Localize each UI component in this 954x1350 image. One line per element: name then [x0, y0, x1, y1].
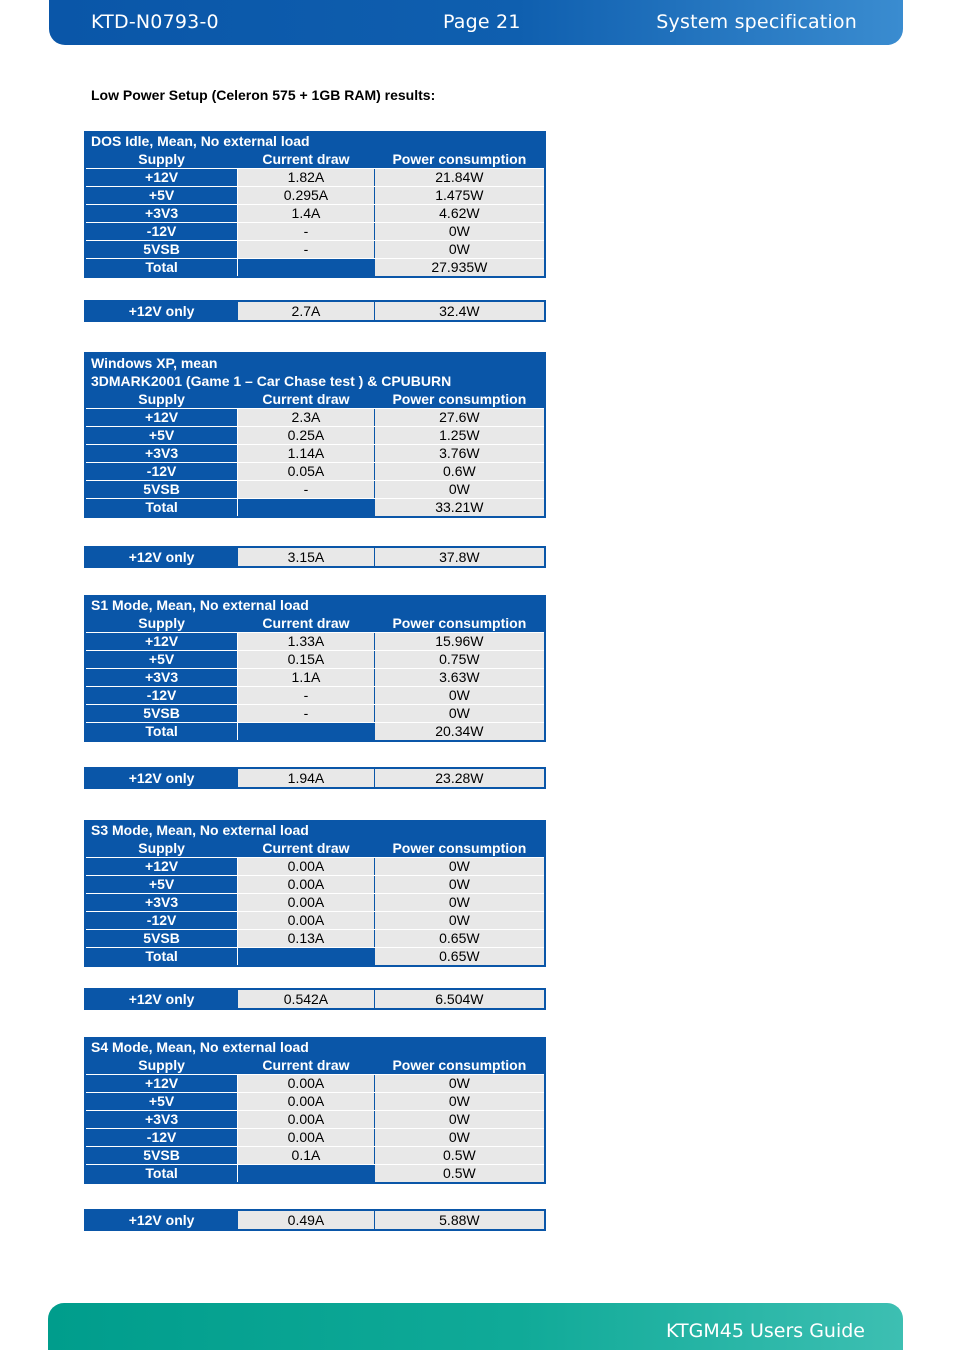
supply-label: +12V: [85, 1075, 238, 1093]
table-row: [85, 445, 545, 463]
twelve-volt-only-table: [84, 1209, 546, 1231]
current-draw-value: 0.295A: [238, 187, 375, 205]
table-row: [85, 687, 545, 705]
table-title-line: S3 Mode, Mean, No external load: [91, 822, 309, 838]
total-row: [85, 723, 545, 742]
column-header: Supply: [85, 391, 238, 409]
total-row: [85, 948, 545, 967]
table-row: [85, 651, 545, 669]
table-row: [85, 633, 545, 651]
current-draw-value: 0.00A: [238, 912, 375, 930]
current-draw-value: 1.33A: [238, 633, 375, 651]
total-label: Total: [85, 723, 238, 742]
page-number: Page 21: [443, 11, 521, 33]
column-header: Current draw: [238, 391, 375, 409]
power-consumption-value: 0.5W: [374, 1147, 545, 1165]
twelve-volt-only-table: [84, 988, 546, 1010]
only-current-value: 0.49A: [238, 1210, 375, 1230]
table-row: [85, 876, 545, 894]
power-table: [84, 595, 546, 742]
current-draw-value: 2.3A: [238, 409, 375, 427]
supply-label: 5VSB: [85, 1147, 238, 1165]
only-label: +12V only: [85, 989, 238, 1009]
power-consumption-value: 0W: [374, 223, 545, 241]
power-consumption-value: 0W: [374, 705, 545, 723]
power-consumption-value: 1.475W: [374, 187, 545, 205]
current-draw-value: 0.15A: [238, 651, 375, 669]
table-title-line: DOS Idle, Mean, No external load: [91, 133, 310, 149]
power-consumption-value: 0.65W: [374, 930, 545, 948]
column-header: Power consumption: [374, 615, 545, 633]
supply-label: +3V3: [85, 894, 238, 912]
supply-label: +5V: [85, 187, 238, 205]
supply-label: +12V: [85, 633, 238, 651]
table-row: [85, 1093, 545, 1111]
only-power-value: 37.8W: [374, 547, 545, 567]
table-title-line: S1 Mode, Mean, No external load: [91, 597, 309, 613]
current-draw-value: 0.00A: [238, 858, 375, 876]
supply-label: 5VSB: [85, 705, 238, 723]
table-title-line: Windows XP, mean: [91, 355, 218, 371]
power-consumption-value: 0.75W: [374, 651, 545, 669]
current-draw-value: 0.13A: [238, 930, 375, 948]
table-row: [85, 894, 545, 912]
intro-heading: Low Power Setup (Celeron 575 + 1GB RAM) results:: [91, 87, 436, 103]
table-row: [85, 481, 545, 499]
supply-label: -12V: [85, 1129, 238, 1147]
power-consumption-value: 21.84W: [374, 169, 545, 187]
supply-label: +5V: [85, 876, 238, 894]
supply-label: -12V: [85, 687, 238, 705]
only-current-value: 1.94A: [238, 768, 375, 788]
page-footer: [48, 1303, 903, 1350]
power-consumption-value: 15.96W: [374, 633, 545, 651]
table-header-row: [85, 840, 545, 858]
table-header-row: [85, 151, 545, 169]
table-title: [85, 1038, 545, 1057]
total-row: [85, 259, 545, 278]
table-row: [85, 187, 545, 205]
table-row: [85, 1147, 545, 1165]
supply-label: +5V: [85, 1093, 238, 1111]
current-draw-value: 1.82A: [238, 169, 375, 187]
current-draw-value: 1.4A: [238, 205, 375, 223]
twelve-volt-only-row: [85, 301, 545, 321]
table-header-row: [85, 615, 545, 633]
current-draw-value: 0.1A: [238, 1147, 375, 1165]
table-row: [85, 205, 545, 223]
twelve-volt-only-table: [84, 546, 546, 568]
power-consumption-value: 0W: [374, 241, 545, 259]
total-power-value: 0.5W: [374, 1165, 545, 1184]
only-power-value: 32.4W: [374, 301, 545, 321]
power-consumption-value: 0W: [374, 1075, 545, 1093]
current-draw-value: 0.00A: [238, 1129, 375, 1147]
total-label: Total: [85, 1165, 238, 1184]
only-power-value: 5.88W: [374, 1210, 545, 1230]
column-header: Power consumption: [374, 391, 545, 409]
table-title: [85, 821, 545, 840]
current-draw-value: -: [238, 687, 375, 705]
power-consumption-value: 0W: [374, 1129, 545, 1147]
supply-label: +3V3: [85, 445, 238, 463]
total-current-blank: [238, 499, 375, 518]
column-header: Current draw: [238, 615, 375, 633]
twelve-volt-only-row: [85, 547, 545, 567]
current-draw-value: -: [238, 481, 375, 499]
power-consumption-value: 0W: [374, 1111, 545, 1129]
supply-label: +5V: [85, 651, 238, 669]
table-header-row: [85, 391, 545, 409]
total-label: Total: [85, 948, 238, 967]
table-title: [85, 353, 545, 391]
current-draw-value: 0.00A: [238, 1075, 375, 1093]
power-consumption-value: 0W: [374, 858, 545, 876]
total-power-value: 20.34W: [374, 723, 545, 742]
power-consumption-value: 0W: [374, 481, 545, 499]
table-row: [85, 669, 545, 687]
column-header: Power consumption: [374, 840, 545, 858]
power-consumption-value: 0W: [374, 894, 545, 912]
supply-label: +3V3: [85, 1111, 238, 1129]
column-header: Supply: [85, 151, 238, 169]
column-header: Supply: [85, 840, 238, 858]
power-consumption-value: 0W: [374, 1093, 545, 1111]
current-draw-value: 0.00A: [238, 1111, 375, 1129]
power-consumption-value: 0W: [374, 876, 545, 894]
total-row: [85, 499, 545, 518]
total-current-blank: [238, 723, 375, 742]
supply-label: 5VSB: [85, 241, 238, 259]
table-row: [85, 1129, 545, 1147]
supply-label: 5VSB: [85, 930, 238, 948]
supply-label: +3V3: [85, 205, 238, 223]
power-table: [84, 352, 546, 518]
table-title-line: 3DMARK2001 (Game 1 – Car Chase test ) & CPUBURN: [91, 373, 452, 389]
twelve-volt-only-row: [85, 768, 545, 788]
twelve-volt-only-table: [84, 767, 546, 789]
power-consumption-value: 1.25W: [374, 427, 545, 445]
supply-label: 5VSB: [85, 481, 238, 499]
column-header: Current draw: [238, 840, 375, 858]
power-consumption-value: 0W: [374, 912, 545, 930]
twelve-volt-only-row: [85, 989, 545, 1009]
total-label: Total: [85, 499, 238, 518]
current-draw-value: -: [238, 241, 375, 259]
power-table: [84, 1037, 546, 1184]
supply-label: +12V: [85, 858, 238, 876]
only-label: +12V only: [85, 547, 238, 567]
supply-label: +5V: [85, 427, 238, 445]
table-row: [85, 1111, 545, 1129]
power-consumption-value: 3.63W: [374, 669, 545, 687]
only-current-value: 2.7A: [238, 301, 375, 321]
table-header-row: [85, 1057, 545, 1075]
power-consumption-value: 4.62W: [374, 205, 545, 223]
current-draw-value: 0.00A: [238, 1093, 375, 1111]
only-power-value: 23.28W: [374, 768, 545, 788]
power-consumption-value: 0W: [374, 687, 545, 705]
table-title-line: S4 Mode, Mean, No external load: [91, 1039, 309, 1055]
section-title: System specification: [656, 11, 857, 33]
table-row: [85, 930, 545, 948]
current-draw-value: 1.1A: [238, 669, 375, 687]
table-row: [85, 169, 545, 187]
power-consumption-value: 0.6W: [374, 463, 545, 481]
total-row: [85, 1165, 545, 1184]
current-draw-value: -: [238, 223, 375, 241]
total-power-value: 27.935W: [374, 259, 545, 278]
supply-label: +12V: [85, 169, 238, 187]
page-header: [49, 0, 903, 45]
total-label: Total: [85, 259, 238, 278]
column-header: Supply: [85, 615, 238, 633]
column-header: Supply: [85, 1057, 238, 1075]
total-power-value: 0.65W: [374, 948, 545, 967]
supply-label: -12V: [85, 463, 238, 481]
guide-title: KTGM45 Users Guide: [666, 1320, 865, 1342]
only-label: +12V only: [85, 1210, 238, 1230]
current-draw-value: -: [238, 705, 375, 723]
table-title: [85, 596, 545, 615]
table-row: [85, 1075, 545, 1093]
power-table: [84, 820, 546, 967]
supply-label: +12V: [85, 409, 238, 427]
only-label: +12V only: [85, 301, 238, 321]
power-consumption-value: 3.76W: [374, 445, 545, 463]
table-title: [85, 132, 545, 151]
supply-label: -12V: [85, 912, 238, 930]
power-table: [84, 131, 546, 278]
total-current-blank: [238, 948, 375, 967]
table-row: [85, 409, 545, 427]
only-current-value: 0.542A: [238, 989, 375, 1009]
twelve-volt-only-row: [85, 1210, 545, 1230]
total-current-blank: [238, 1165, 375, 1184]
table-row: [85, 858, 545, 876]
current-draw-value: 1.14A: [238, 445, 375, 463]
current-draw-value: 0.00A: [238, 876, 375, 894]
column-header: Current draw: [238, 151, 375, 169]
table-row: [85, 427, 545, 445]
table-row: [85, 223, 545, 241]
power-consumption-value: 27.6W: [374, 409, 545, 427]
current-draw-value: 0.25A: [238, 427, 375, 445]
total-power-value: 33.21W: [374, 499, 545, 518]
column-header: Power consumption: [374, 151, 545, 169]
twelve-volt-only-table: [84, 300, 546, 322]
supply-label: -12V: [85, 223, 238, 241]
column-header: Power consumption: [374, 1057, 545, 1075]
table-row: [85, 912, 545, 930]
only-power-value: 6.504W: [374, 989, 545, 1009]
total-current-blank: [238, 259, 375, 278]
current-draw-value: 0.05A: [238, 463, 375, 481]
table-row: [85, 705, 545, 723]
column-header: Current draw: [238, 1057, 375, 1075]
table-row: [85, 463, 545, 481]
only-label: +12V only: [85, 768, 238, 788]
table-row: [85, 241, 545, 259]
only-current-value: 3.15A: [238, 547, 375, 567]
current-draw-value: 0.00A: [238, 894, 375, 912]
supply-label: +3V3: [85, 669, 238, 687]
document-id: KTD-N0793-0: [91, 11, 219, 33]
